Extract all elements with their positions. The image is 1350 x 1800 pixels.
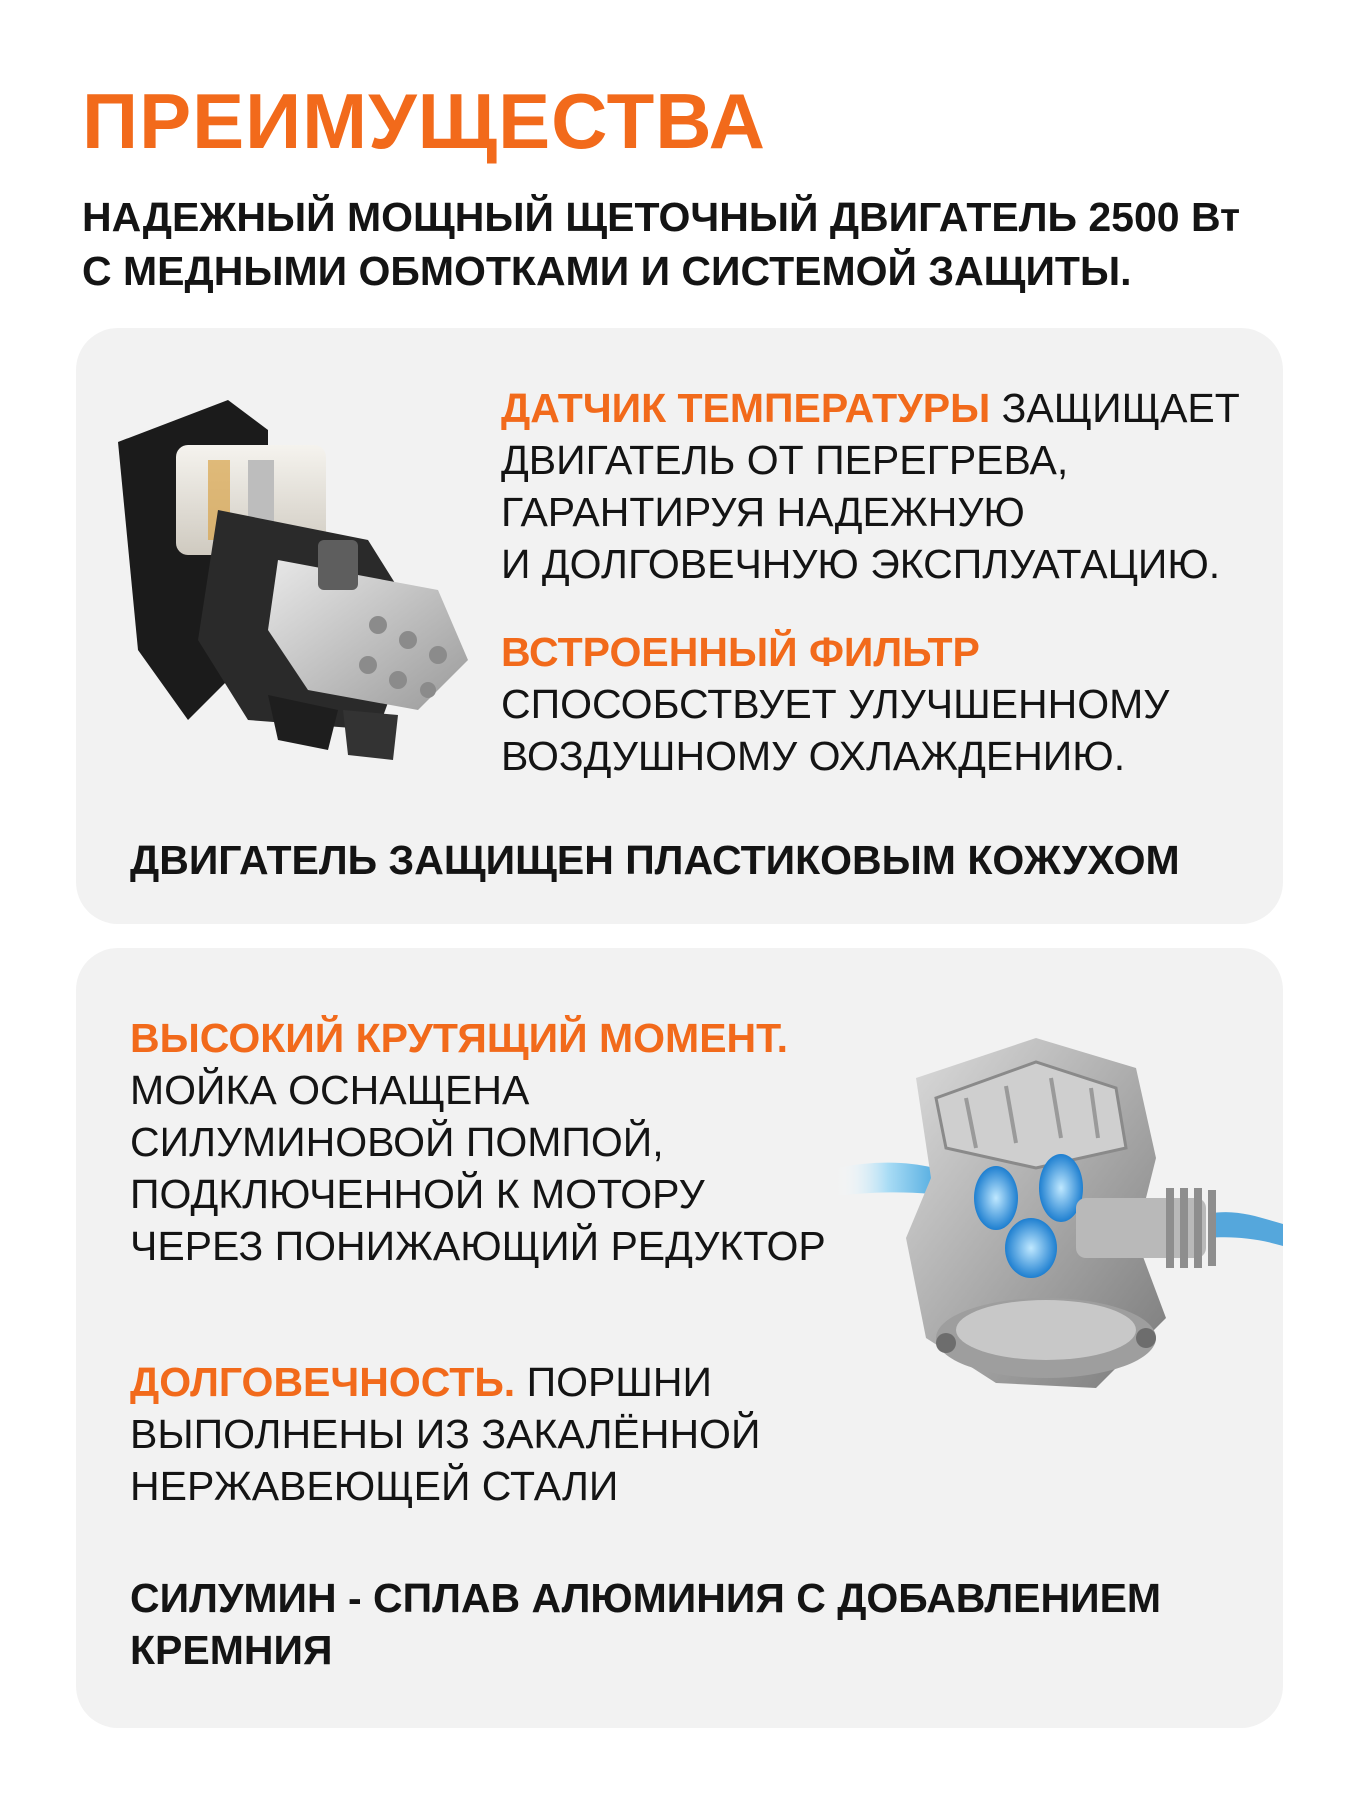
feature-text-line: ПОДКЛЮЧЕННОЙ К МОТОРУ — [130, 1171, 705, 1217]
feature-text-line: СПОСОБСТВУЕТ УЛУЧШЕННОМУ — [501, 681, 1170, 727]
feature-text: ПОРШНИ — [515, 1359, 712, 1405]
feature-text-line: И ДОЛГОВЕЧНУЮ ЭКСПЛУАТАЦИЮ. — [501, 541, 1221, 587]
pump-cutaway-illustration — [836, 1038, 1283, 1408]
feature-first-line — [501, 382, 1240, 434]
motor-card — [76, 328, 1283, 924]
motor-unit-illustration — [118, 390, 538, 770]
feature-text-line: ГАРАНТИРУЯ НАДЕЖНУЮ — [501, 489, 1025, 535]
feature-text-line: ВОЗДУШНОМУ ОХЛАЖДЕНИЮ. — [501, 733, 1126, 779]
pump-card — [76, 948, 1283, 1728]
feature-text-line: СИЛУМИНОВОЙ ПОМПОЙ, — [130, 1119, 664, 1165]
pump-card-footer — [130, 1572, 1161, 1676]
page-title: ПРЕИМУЩЕСТВА — [82, 77, 766, 165]
feature-heading: ВСТРОЕННЫЙ ФИЛЬТР — [501, 629, 980, 675]
feature-text-line: ДВИГАТЕЛЬ ОТ ПЕРЕГРЕВА, — [501, 437, 1069, 483]
feature-first-line — [130, 1356, 760, 1408]
subtitle-line: С МЕДНЫМИ ОБМОТКАМИ И СИСТЕМОЙ ЗАЩИТЫ. — [82, 248, 1132, 294]
feature-text: ЗАЩИЩАЕТ — [990, 385, 1240, 431]
footer-line: СИЛУМИН - СПЛАВ АЛЮМИНИЯ С ДОБАВЛЕНИЕМ — [130, 1575, 1162, 1621]
feature-high-torque — [130, 1012, 826, 1272]
feature-heading: ДАТЧИК ТЕМПЕРАТУРЫ — [501, 385, 991, 431]
feature-text-line: МОЙКА ОСНАЩЕНА — [130, 1067, 530, 1113]
feature-durability — [130, 1356, 760, 1512]
feature-text-line: ВЫПОЛНЕНЫ ИЗ ЗАКАЛЁННОЙ — [130, 1411, 761, 1457]
page-subtitle — [82, 190, 1282, 298]
feature-heading: ДОЛГОВЕЧНОСТЬ. — [130, 1359, 516, 1405]
footer-line: КРЕМНИЯ — [130, 1627, 333, 1673]
feature-text-line: ЧЕРЕЗ ПОНИЖАЮЩИЙ РЕДУКТОР — [130, 1223, 826, 1269]
motor-card-footer: ДВИГАТЕЛЬ ЗАЩИЩЕН ПЛАСТИКОВЫМ КОЖУХОМ — [130, 837, 1180, 883]
feature-heading: ВЫСОКИЙ КРУТЯЩИЙ МОМЕНТ. — [130, 1015, 788, 1061]
feature-text-line: НЕРЖАВЕЮЩЕЙ СТАЛИ — [130, 1463, 619, 1509]
feature-built-in-filter — [501, 626, 1169, 782]
subtitle-line: НАДЕЖНЫЙ МОЩНЫЙ ЩЕТОЧНЫЙ ДВИГАТЕЛЬ 2500 Вт — [82, 194, 1241, 240]
feature-temperature-sensor — [501, 382, 1240, 590]
